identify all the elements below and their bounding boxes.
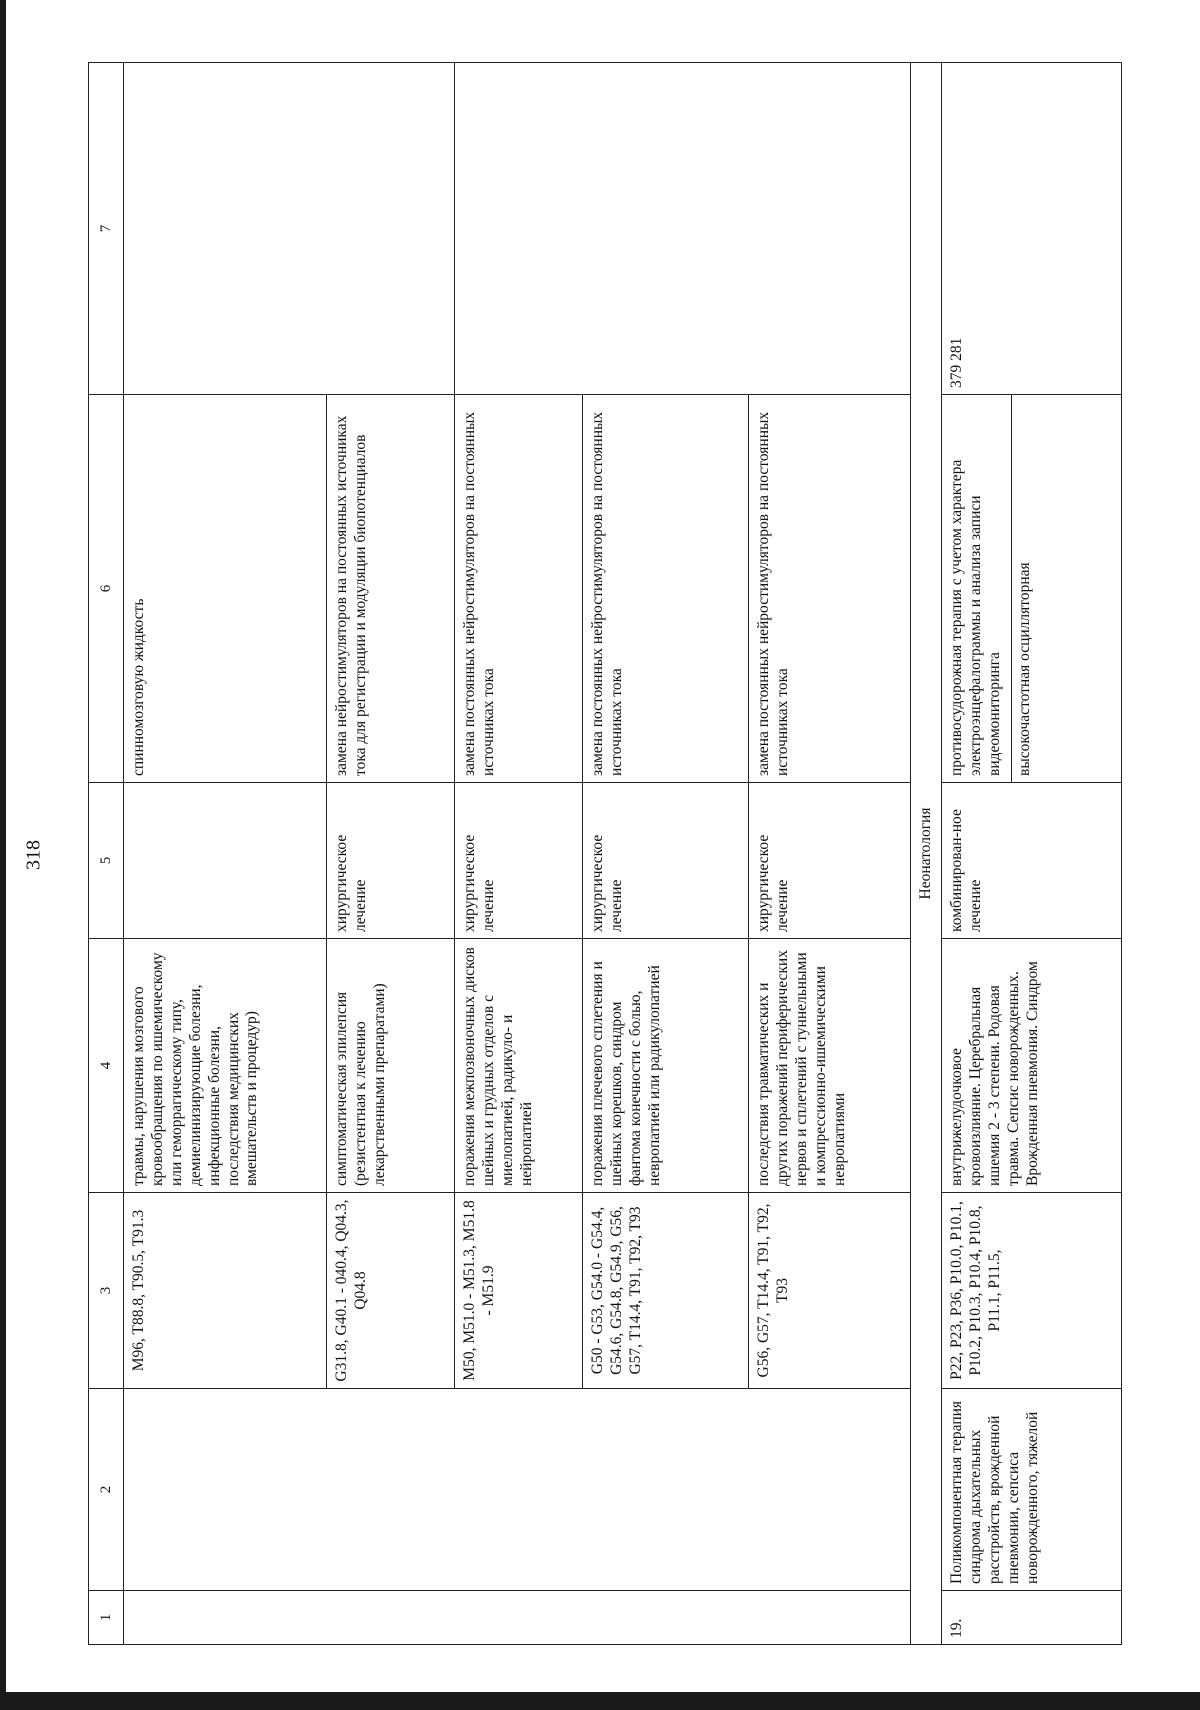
row-number xyxy=(327,1591,455,1645)
row-model: травмы, нарушения мозгового кровообращения по ишемическому или геморрагическому типу, демиелинизирующие болезни, инфекционные болезни, последствия медицинских вмешательств и процедур) xyxy=(124,939,327,1193)
header-col-6: 6 xyxy=(89,395,124,783)
row-cost xyxy=(455,63,583,395)
row-codes: M96, T88.8, T90.5, T91.3 xyxy=(124,1193,327,1389)
row-method: замена постоянных нейростимуляторов на постоянных источниках тока xyxy=(749,395,911,783)
method-line-1: противосудорожная терапия с учетом характера электроэнцефалограммы и анализа записи видеомониторинга xyxy=(948,459,1004,776)
scan-left-edge xyxy=(0,0,6,1710)
row-treatment xyxy=(124,783,327,939)
header-col-7: 7 xyxy=(89,63,124,395)
header-col-5: 5 xyxy=(89,783,124,939)
table-row xyxy=(124,63,327,1645)
landscape-page xyxy=(88,63,1122,1645)
row-model: внутрижелудочковое кровоизлияние. Церебральная ишемия 2 - 3 степени. Родовая травма. Сепсис новорожденных. Врожденная пневмония. Синдром xyxy=(942,939,1122,1193)
row-number: 19. xyxy=(942,1591,1122,1645)
row-treatment: комбинирован-ное лечение xyxy=(942,783,1122,939)
row-model: последствия травматических и других поражений периферических нервов и сплетений с туннельными и компрессионно-ишемическими невропатиями xyxy=(749,939,911,1193)
row-method: спинномозговую жидкость xyxy=(124,395,327,783)
header-col-2: 2 xyxy=(89,1389,124,1591)
row-method: замена постоянных нейростимуляторов на постоянных источниках тока xyxy=(455,395,583,783)
row-treatment: хирургическое лечение xyxy=(455,783,583,939)
header-col-1: 1 xyxy=(89,1591,124,1645)
table-row xyxy=(327,63,455,1645)
row-treatment: хирургическое лечение xyxy=(583,783,749,939)
row-codes: M50, M51.0 - M51.3, M51.8 - M51.9 xyxy=(455,1193,583,1389)
row-codes: G31.8, G40.1 - 040.4, Q04.3, Q04.8 xyxy=(327,1193,455,1389)
page-number: 318 xyxy=(22,840,45,870)
row-model: симптоматическая эпилепсия (резистентная к лечению лекарственными препаратами) xyxy=(327,939,455,1193)
header-col-3: 3 xyxy=(89,1193,124,1389)
scan-bottom-edge xyxy=(0,1692,1200,1710)
row-name xyxy=(455,1389,583,1591)
row-name xyxy=(124,1389,327,1591)
row-name xyxy=(327,1389,455,1591)
row-method: замена нейростимуляторов на постоянных источниках тока для регистрации и модуляции биопотенциалов xyxy=(327,395,455,783)
table-row xyxy=(942,63,1122,1645)
row-codes: G56, G57, T14.4, T91, T92, T93 xyxy=(749,1193,911,1389)
header-row xyxy=(89,63,124,1645)
row-name xyxy=(583,1389,749,1591)
section-row xyxy=(911,63,942,1645)
row-number xyxy=(455,1591,583,1645)
row-name: Поликомпонентная терапия синдрома дыхательных расстройств, врожденной пневмонии, сепсиса новорожденного, тяжелой xyxy=(942,1389,1122,1591)
row-model: поражения межпозвоночных дисков шейных и грудных отделов с миелопатией, радикуло- и нейропатией xyxy=(455,939,583,1193)
row-number xyxy=(583,1591,749,1645)
table-row xyxy=(583,63,749,1645)
row-codes: P22, P23, P36, P10.0, P10.1, P10.2, P10.3, P10.4, P10.8, P11.1, P11.5, xyxy=(942,1193,1122,1389)
row-number xyxy=(749,1591,911,1645)
table-row xyxy=(749,63,911,1645)
row-codes: G50 - G53, G54.0 - G54.4, G54.6, G54.8, G54.9, G56, G57, T14.4, T91, T92, T93 xyxy=(583,1193,749,1389)
section-title: Неонатология xyxy=(911,63,942,1645)
row-method: замена постоянных нейростимуляторов на постоянных источниках тока xyxy=(583,395,749,783)
header-col-4: 4 xyxy=(89,939,124,1193)
row-model: поражения плечевого сплетения и шейных корешков, синдром фантома конечности с болью, невропатией или радикулопатией xyxy=(583,939,749,1193)
row-treatment: хирургическое лечение xyxy=(327,783,455,939)
services-table xyxy=(88,62,1122,1645)
row-cost xyxy=(327,63,455,395)
method-line-2: высокочастотная осцилляторная xyxy=(1016,562,1034,776)
row-number xyxy=(124,1591,327,1645)
row-method xyxy=(942,395,1122,783)
row-name xyxy=(749,1389,911,1591)
row-cost: 379 281 xyxy=(942,63,1122,395)
row-cost xyxy=(124,63,327,395)
row-cost xyxy=(749,63,911,395)
table-row xyxy=(455,63,583,1645)
row-treatment: хирургическое лечение xyxy=(749,783,911,939)
row-cost xyxy=(583,63,749,395)
